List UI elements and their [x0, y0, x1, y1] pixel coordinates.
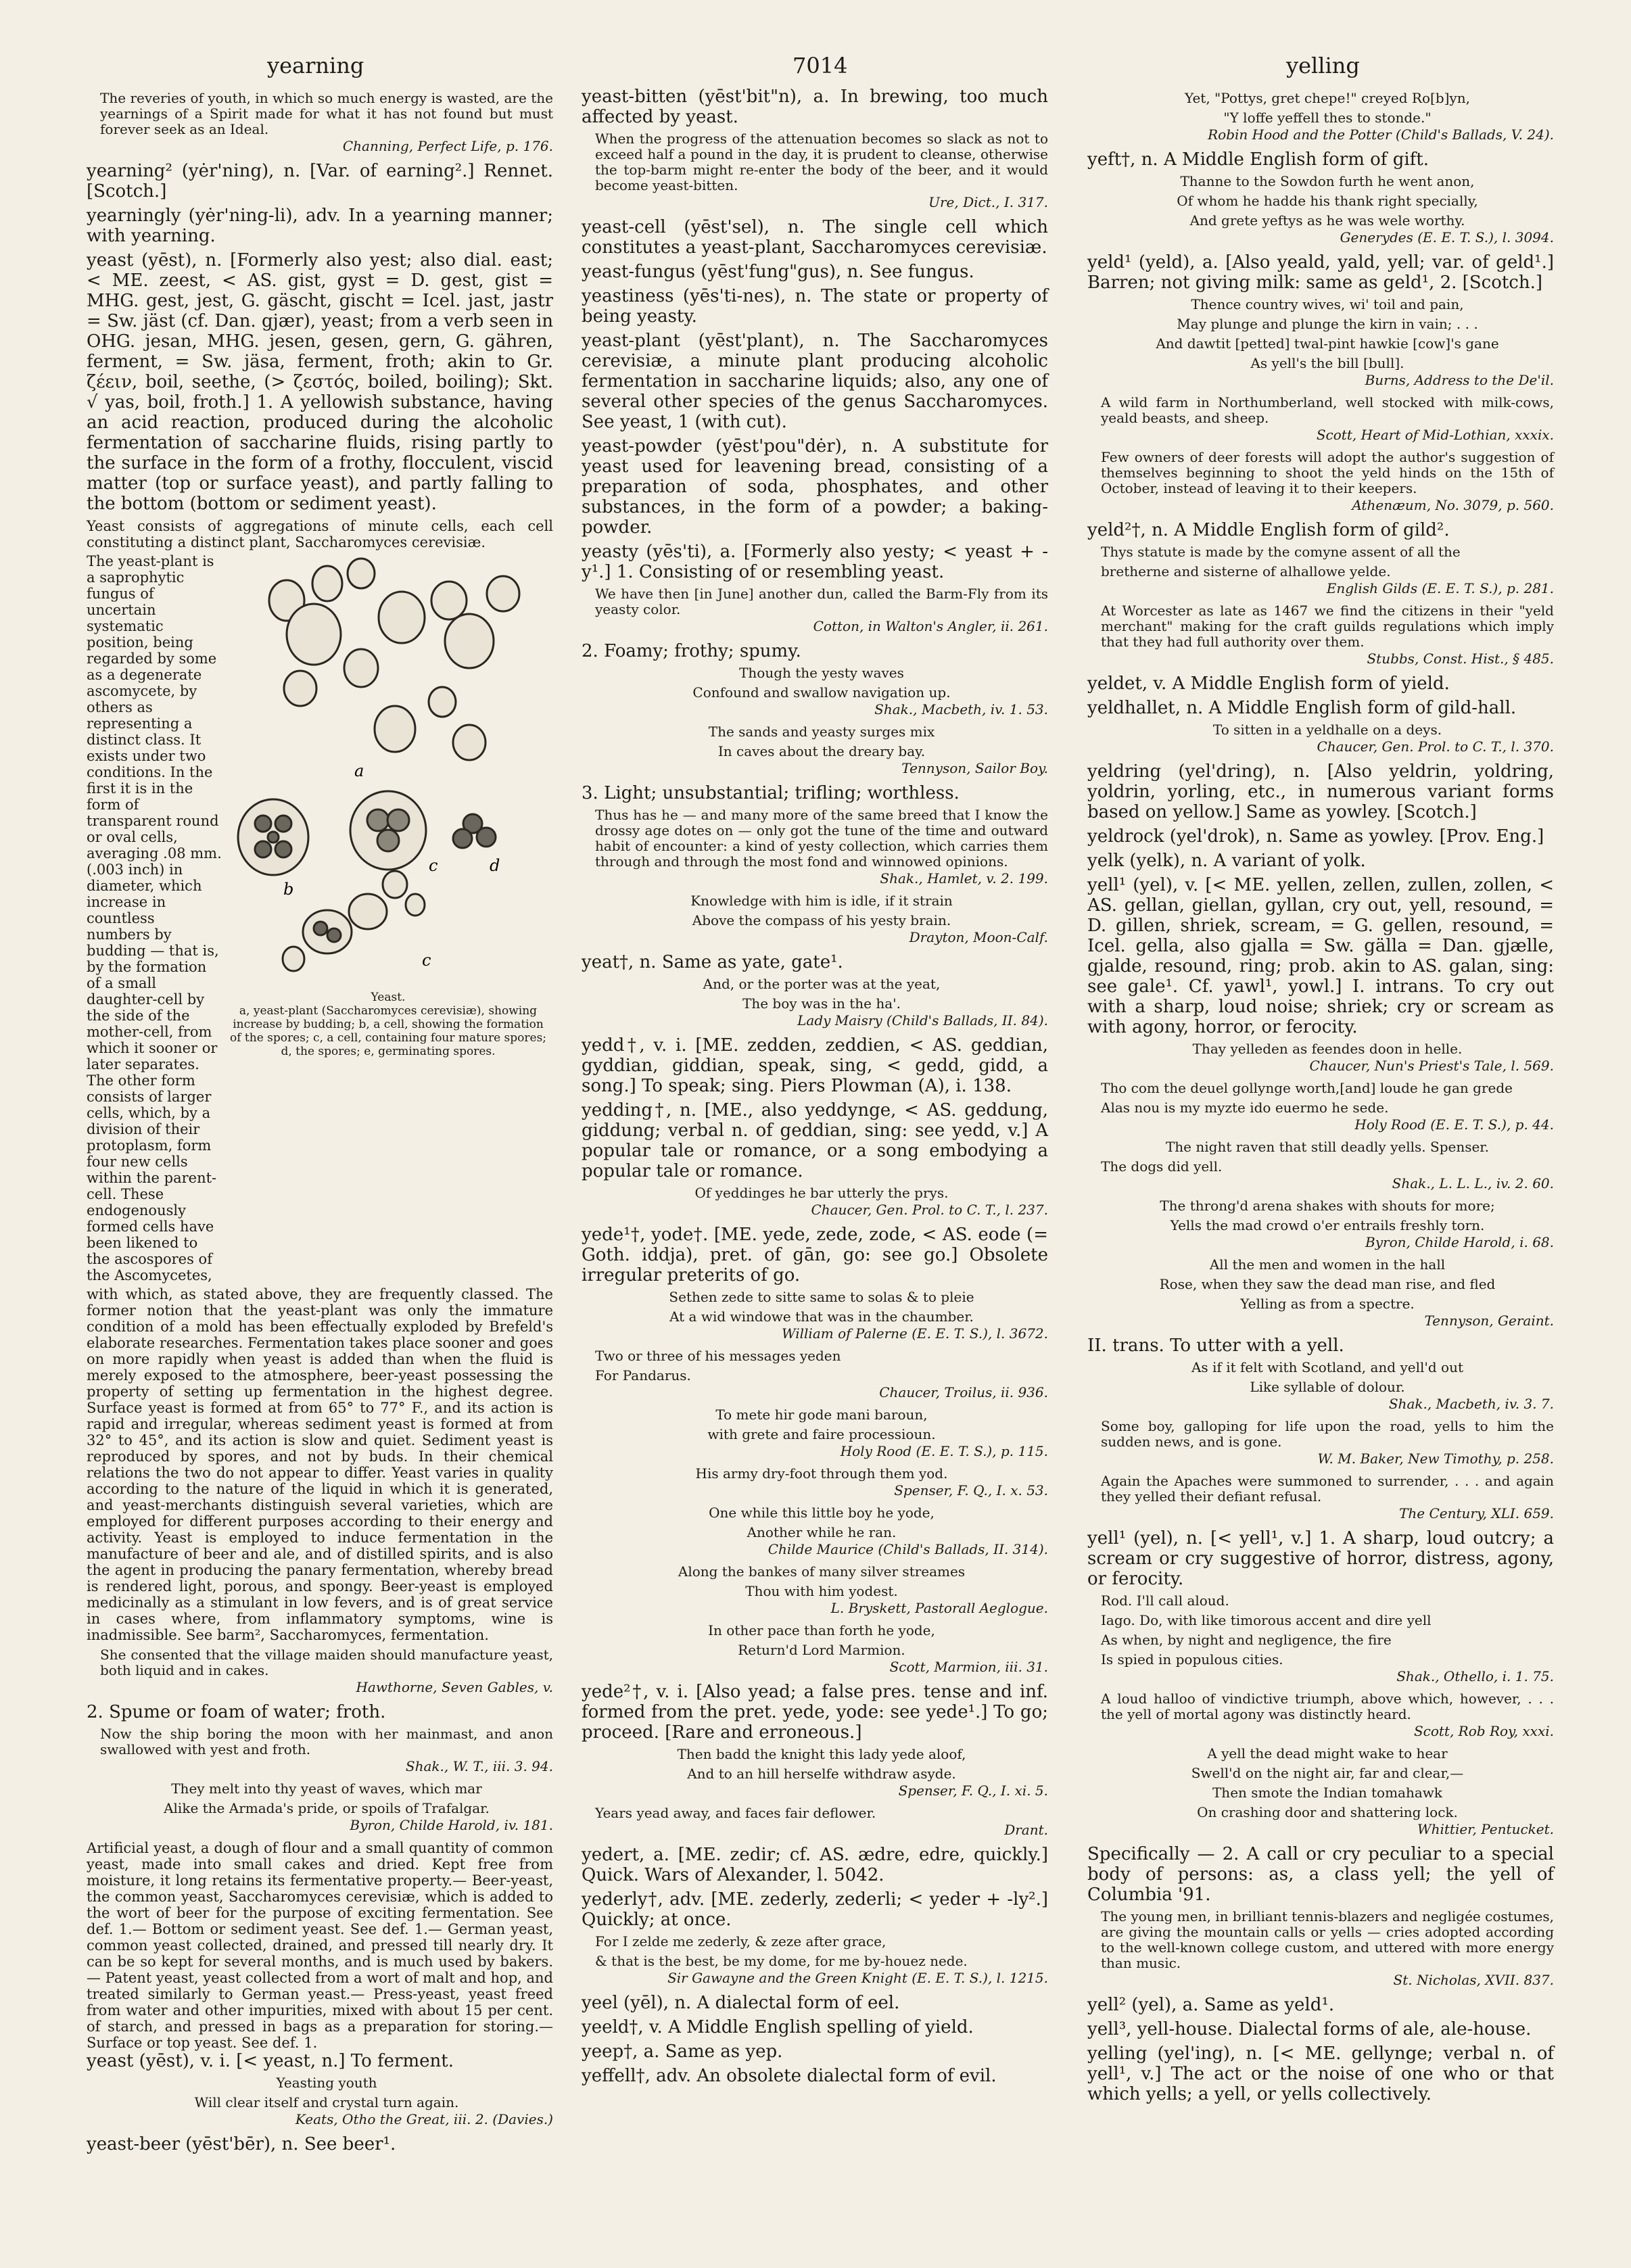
verse-line: Then badd the knight this lady yede aloof,: [677, 1746, 966, 1762]
entry-yeep: yeep†, a. Same as yep.: [582, 2041, 783, 2062]
citation: L. Bryskett, Pastorall Aeglogue.: [830, 1600, 1048, 1616]
column-3: [1087, 87, 1554, 2108]
yeast-description: with which, as stated above, they are frequently classed. The former notion that the yeast-plant was only the immature condition of a mold has been effectually exploded by Brefeld's elaborate researches. Fermentation takes place sooner and goes on more rapidly when yeast is added than when the fluid is merely exposed to the atmosphere, beer-yeast possessing the property of setting up fermentation in the highest degree. Surface yeast is formed at from 65° to 77° F., and its action is rapid and irregular, whereas sediment yeast is formed at from 32° to 45°, and its action is slow and quiet. Sediment yeast is reproduced by spores, and not by buds. In their chemical relations the two do not appear to differ. Yeast varies in quality according to the nature of the liquid in which it is generated, and yeast-merchants distinguish several varieties, which are employed for different purposes according to their energy and activity. Yeast is employed to induce fermentation in the manufacture of beer and ale, and of distilled spirits, and is also the agent in producing the panary fermentation, whereby bread is rendered light, porous, and spongy. Beer-yeast is employed medicinally as a stimulant in low fevers, and is of great service in cases where, from inflammatory symptoms, wine is inadmissible. See barm², Saccharomyces, fermentation.: [87, 1286, 553, 1643]
entry-yeft: yeft†, n. A Middle English form of gift.: [1087, 149, 1429, 170]
citation: Cotton, in Walton's Angler, ii. 261.: [813, 618, 1048, 634]
entry-yeast-powder: yeast-powder (yēst'pou"dėr), n. A substitute for yeast used for leavening bread, consisting of a preparation of soda, phosphates, and other substances, in the form of a powder; a baking-powder.: [582, 436, 1048, 538]
citation: Holy Rood (E. E. T. S.), p. 115.: [840, 1443, 1048, 1459]
verse-line: Rod. I'll call aloud.: [1101, 1592, 1229, 1609]
verse-line: Yells the mad crowd o'er entrails freshly torn.: [1170, 1217, 1485, 1233]
verse-line: And grete yeftys as he was wele worthy.: [1189, 212, 1465, 229]
citation: Chaucer, Gen. Prol. to C. T., l. 237.: [811, 1202, 1048, 1218]
citation: Chaucer, Troilus, ii. 936.: [879, 1384, 1048, 1400]
yeast-figure: [226, 553, 550, 1058]
citation: The Century, XLI. 659.: [1399, 1505, 1554, 1521]
entry-yeldrock: yeldrock (yel'drok), n. Same as yowley. [Prov. Eng.]: [1087, 826, 1544, 847]
entry-yeel: yeel (yēl), n. A dialectal form of eel.: [582, 1993, 900, 2013]
citation: Shak., Macbeth, iv. 3. 7.: [1388, 1396, 1554, 1412]
entry-yedding: yedding†, n. [ME., also yeddynge, < AS. geddung, giddung; verbal n. of geddian, sing: see yedd, v.] A popular tale or romance, or a song embodying a popular tale or romance.: [582, 1100, 1048, 1181]
sense-II: II. trans. To utter with a yell.: [1087, 1336, 1344, 1356]
verse-line: Like syllable of dolour.: [1250, 1379, 1405, 1395]
verse-line: All the men and women in the hall: [1209, 1256, 1446, 1273]
verse-line: To mete hir gode mani baroun,: [715, 1407, 928, 1423]
entry-yeld1: yeld¹ (yeld), a. [Also yeald, yald, yell; var. of geld¹.] Barren; not giving milk: same as geld¹, 2. [Scotch.]: [1087, 252, 1554, 293]
figure-label-c: c: [422, 951, 431, 970]
entry-yeder: yedert, a. [ME. zedir; cf. AS. ædre, edre, quickly.] Quick. Wars of Alexander, l. 5042.: [582, 1845, 1048, 1885]
quotation: Some boy, galloping for life upon the road, yells to him the sudden news, and is gone.: [1101, 1418, 1554, 1450]
entry-yedd: yedd†, v. i. [ME. zedden, zeddien, < AS. geddian, gyddian, giddian, speak, sing, < gedd, gidd, a song.] To speak; sing. Piers Plowman (A), i. 138.: [582, 1035, 1048, 1096]
entry-yell1-noun: yell¹ (yel), n. [< yell¹, v.] 1. A sharp, loud outcry; a scream or cry suggestive of horror, distress, agony, or ferocity.: [1087, 1528, 1554, 1589]
sense-2: Specifically — 2. A call or cry peculiar to a special body of persons: as, a class yell; the yell of Columbia '91.: [1087, 1844, 1554, 1905]
verse-line: As if it felt with Scotland, and yell'd out: [1191, 1359, 1464, 1375]
entry-yeld2: yeld²†, n. A Middle English form of gild².: [1087, 520, 1450, 540]
verse-line: Iago. Do, with like timorous accent and dire yell: [1101, 1612, 1432, 1628]
citation: Childe Maurice (Child's Ballads, II. 314).: [767, 1541, 1048, 1557]
verse-line: Yet, "Pottys, gret chepe!" creyed Ro[b]yn,: [1185, 90, 1470, 106]
entry-yeldhalle: yeldhallet, n. A Middle English form of gild-hall.: [1087, 698, 1517, 718]
verse-line: Of whom he hadde his thank right specially,: [1177, 193, 1478, 209]
citation: Shak., L. L. L., iv. 2. 60.: [1392, 1175, 1554, 1191]
quotation: Again the Apaches were summoned to surrender, . . . and again they yelled their defiant refusal.: [1101, 1473, 1554, 1505]
verse-line: bretherne and sisterne of alhallowe yelde.: [1101, 563, 1391, 580]
citation: Robin Hood and the Potter (Child's Ballads, V. 24).: [1208, 126, 1554, 143]
verse-line: A yell the dead might wake to hear: [1207, 1745, 1448, 1762]
citation: Holy Rood (E. E. T. S.), p. 44.: [1354, 1116, 1554, 1133]
column-1: [87, 87, 553, 2158]
entry-yeast: yeast (yēst), n. [Formerly also yest; also dial. east; < ME. zeest, < AS. gist, gyst = D. gest, gist = MHG. gest, jest, G. gäscht, gischt = Icel. jast, jastr = Sw. jäst (cf. Dan. gjær), yeast; from a verb seen in OHG. jesan, MHG. jesen, gesen, gern, G. gähren, ferment, = Sw. jäsa, ferment, froth; akin to Gr. ζέειν, boil, seethe, (> ζεστός, boiled, boiling); Skt. √ yas, boil, froth.] 1. A yellowish substance, having an acid reaction, produced during the alcoholic fermentation of saccharine fluids, rising partly to the surface in the form of a frothy, flocculent, viscid matter (top or surface yeast), and partly falling to the bottom (bottom or sediment yeast).: [87, 250, 553, 514]
verse-line: "Y loffe yeffell thes to stonde.": [1223, 110, 1432, 126]
quotation: Now the ship boring the moon with her mainmast, and anon swallowed with yest and froth.: [100, 1726, 553, 1757]
citation: Channing, Perfect Life, p. 176.: [342, 138, 553, 154]
entry-yell3: yell³, yell-house. Dialectal forms of ale, ale-house.: [1087, 2019, 1532, 2039]
entry-yede1: yede¹†, yode†. [ME. yede, zede, zode, < AS. eode (= Goth. iddja), pret. of gān, go: see go.] Obsolete irregular preterits of go.: [582, 1225, 1048, 1285]
citation: Hawthorne, Seven Gables, v.: [356, 1679, 553, 1695]
quotation: A wild farm in Northumberland, well stocked with milk-cows, yeald beasts, and sheep.: [1101, 394, 1554, 426]
verse-line: Sethen zede to sitte same to solas & to pleie: [669, 1289, 974, 1305]
yeast-figure-text: The yeast-plant is a saprophytic fungus of uncertain systematic position, being regarded by some as a degenerate ascomycete, by others as representing a distinct class. It exists under two conditions. In the first it is in the form of transparent round or oval cells, averaging .08 mm. (.003 inch) in diameter, which increase in countless numbers by budding — that is, by the formation of a small daughter-cell by the side of the mother-cell, from which it sooner or later separates. The other form consists of larger cells, which, by a division of their protoplasm, form four new cells within the parent-cell. These endogenously formed cells have been likened to the ascospores of the Ascomycetes,: [87, 553, 222, 1283]
verse-line: Thence country wives, wi' toil and pain,: [1191, 296, 1464, 312]
sense-3: 3. Light; unsubstantial; trifling; worthless.: [582, 783, 960, 803]
citation: Generydes (E. E. T. S.), l. 3094.: [1340, 229, 1554, 245]
verse-line: Yeasting youth: [276, 2075, 377, 2091]
verse-line: Confound and swallow navigation up.: [692, 684, 951, 701]
quotation: The reveries of youth, in which so much energy is wasted, are the yearnings of a Spirit made for what it has not found but must forever seek as an Ideal.: [100, 90, 553, 137]
quotation: At Worcester as late as 1467 we find the citizens in their "yeld merchant" making for the craft guilds regulations which imply that they had full authority over them.: [1101, 603, 1554, 650]
verse-line: As when, by night and negligence, the fire: [1101, 1632, 1392, 1648]
figure-label-a: a: [354, 761, 364, 780]
verse-line: They melt into thy yeast of waves, which mar: [171, 1780, 482, 1797]
verse-line: Alike the Armada's pride, or spoils of Trafalgar.: [164, 1800, 490, 1816]
citation: Chaucer, Nun's Priest's Tale, l. 569.: [1309, 1058, 1554, 1074]
figure-label-e: c: [429, 856, 438, 875]
entry-yearningly: yearningly (yėr'ning-li), adv. In a yearning manner; with yearning.: [87, 206, 553, 246]
quotation: Few owners of deer forests will adopt the author's suggestion of themselves beginning to shoot the yeld hinds on the 15th of October, instead of leaving it to their keepers.: [1101, 449, 1554, 496]
yeast-cells-illustration: [226, 553, 550, 986]
verse-line: The throng'd arena shakes with shouts for more;: [1160, 1198, 1495, 1214]
page-number: 7014: [793, 53, 848, 78]
verse-line: Yelling as from a spectre.: [1240, 1296, 1415, 1312]
verse-line: Will clear itself and crystal turn again.: [194, 2094, 459, 2110]
citation: Spenser, F. Q., I. xi. 5.: [898, 1782, 1048, 1799]
verse-line: Tho com the deuel gollynge worth,[and] loude he gan grede: [1101, 1080, 1513, 1096]
entry-yeastiness: yeastiness (yēs'ti-nes), n. The state or property of being yeasty.: [582, 286, 1048, 327]
yeast-compounds: Artificial yeast, a dough of flour and a small quantity of common yeast, made into small cakes and dried. Kept free from moisture, it long retains its fermentative property.— Beer-yeast, the common yeast, Saccharomyces cerevisiæ, which is added to the wort of beer for the purpose of exciting fermentation. See def. 1.— Bottom or sediment yeast. See def. 1.— German yeast, common yeast collected, drained, and pressed till nearly dry. It can be so kept for several months, and is much used by bakers.— Patent yeast, yeast collected from a wort of malt and hop, and treated similarly to German yeast.— Press-yeast, yeast freed from water and other impurities, mixed with about 15 per cent. of starch, and pressed in bags as a preparation for storing.— Surface or top yeast. See def. 1.: [87, 1840, 553, 2051]
entry-yeeld: yeeld†, v. A Middle English spelling of yield.: [582, 2017, 974, 2037]
citation: Stubbs, Const. Hist., § 485.: [1367, 651, 1554, 667]
citation: Ure, Dict., I. 317.: [928, 194, 1048, 210]
citation: English Gilds (E. E. T. S.), p. 281.: [1326, 580, 1554, 596]
verse-line: The night raven that still deadly yells. Spenser.: [1165, 1139, 1490, 1155]
quotation: We have then [in June] another dun, called the Barm-Fly from its yeasty color.: [595, 586, 1048, 617]
verse-line: Knowledge with him is idle, if it strain: [690, 893, 953, 909]
entry-yearning2: yearning² (yėr'ning), n. [Var. of earning².] Rennet. [Scotch.]: [87, 161, 553, 202]
citation: Tennyson, Geraint.: [1424, 1313, 1554, 1329]
verse-line: For Pandarus.: [595, 1367, 691, 1384]
verse-line: In caves about the dreary bay.: [717, 743, 926, 759]
citation: Lady Maisry (Child's Ballads, II. 84).: [797, 1012, 1048, 1029]
entry-yeasty: yeasty (yēs'ti), a. [Formerly also yesty; < yeast + -y¹.] 1. Consisting of or resembling yeast.: [582, 542, 1048, 582]
quotation: When the progress of the attenuation becomes so slack as not to exceed half a pound in the day, it is prudent to cleanse, otherwise the top-barm might re-enter the body of the beer, and it would become yeast-bitten.: [595, 131, 1048, 193]
verse-line: And, or the porter was at the yeat,: [703, 976, 941, 992]
running-head-left: yearning: [267, 53, 364, 78]
verse-line: Above the compass of his yesty brain.: [692, 912, 951, 928]
citation: Burns, Address to the De'il.: [1365, 372, 1554, 388]
entry-yeast-bitten: yeast-bitten (yēst'bit"n), a. In brewing, too much affected by yeast.: [582, 87, 1048, 127]
verse-line: Thys statute is made by the comyne assent of all the: [1101, 544, 1461, 560]
verse-line: In other pace than forth he yode,: [708, 1622, 935, 1638]
citation: Byron, Childe Harold, i. 68.: [1365, 1234, 1554, 1250]
entry-yelde: yeldet, v. A Middle English form of yield.: [1087, 674, 1450, 694]
entry-yeast-cell: yeast-cell (yēst'sel), n. The single cell which constitutes a yeast-plant, Saccharomyces cerevisiæ.: [582, 217, 1048, 258]
verse-line: Then smote the Indian tomahawk: [1212, 1785, 1443, 1801]
entry-yeast-plant: yeast-plant (yēst'plant), n. The Saccharomyces cerevisiæ, a minute plant producing alcoholic fermentation in saccharine liquids; also, any one of several other species of the genus Saccharomyces. See yeast, 1 (with cut).: [582, 331, 1048, 432]
verse-line: And dawtit [petted] twal-pint hawkie [cow]'s gane: [1156, 335, 1499, 352]
verse-line: & that is the best, be my dome, for me by-houez nede.: [595, 1953, 968, 1969]
verse-line: One while this little boy he yode,: [709, 1505, 935, 1521]
verse-line: Two or three of his messages yeden: [595, 1348, 841, 1364]
verse-line: On crashing door and shattering lock.: [1197, 1804, 1458, 1820]
verse-line: Swell'd on the night air, far and clear,—: [1191, 1765, 1464, 1781]
verse-line: At a wid windowe that was in the chaumber.: [669, 1308, 974, 1325]
verse-line: Thay yelleden as feendes doon in helle.: [1192, 1041, 1463, 1057]
verse-line: The dogs did yell.: [1101, 1158, 1223, 1175]
verse-line: Rose, when they saw the dead man rise, and fled: [1159, 1276, 1496, 1292]
entry-yelk: yelk (yelk), n. A variant of yolk.: [1087, 851, 1366, 871]
figure-label-b: b: [283, 880, 294, 899]
entry-yeat: yeat†, n. Same as yate, gate¹.: [582, 952, 843, 972]
yeast-note: Yeast consists of aggregations of minute cells, each cell constituting a distinct plant, Saccharomyces cerevisiæ.: [87, 518, 553, 550]
verse-line: The boy was in the ha'.: [742, 995, 901, 1012]
sense-2: 2. Spume or foam of water; froth.: [87, 1702, 386, 1722]
citation: Scott, Heart of Mid-Lothian, xxxix.: [1316, 427, 1554, 443]
citation: Athenæum, No. 3079, p. 560.: [1352, 497, 1554, 513]
citation: Scott, Rob Roy, xxxi.: [1413, 1723, 1554, 1739]
citation: Shak., W. T., iii. 3. 94.: [405, 1758, 553, 1774]
figure-caption: a, yeast-plant (Saccharomyces cerevisiæ), showing increase by budding; b, a cell, showing the formation of the spores; c, a cell, containing four mature spores; d, the spores; e, germinating spores.: [229, 1004, 547, 1058]
citation: St. Nicholas, XVII. 837.: [1393, 1972, 1554, 1988]
verse-line: Along the bankes of many silver streames: [678, 1563, 966, 1580]
quotation: She consented that the village maiden should manufacture yeast, both liquid and in cakes.: [100, 1647, 553, 1678]
verse-line: As yell's the bill [bull].: [1250, 355, 1404, 371]
entry-yede2: yede²†, v. i. [Also yead; a false pres. tense and inf. formed from the pret. yede, yode: see yede¹.] To go; proceed. [Rare and erroneous.]: [582, 1682, 1048, 1743]
citation: Chaucer, Gen. Prol. to C. T., l. 370.: [1317, 738, 1554, 755]
verse-line: The sands and yeasty surges mix: [708, 724, 935, 740]
entry-yelling: yelling (yel'ing), n. [< ME. gellynge; verbal n. of yell¹, v.] The act or the noise of one who or that which yells; a yell, or yells collectively.: [1087, 2043, 1554, 2104]
citation: Shak., Hamlet, v. 2. 199.: [880, 870, 1048, 887]
citation: Shak., Othello, i. 1. 75.: [1396, 1668, 1554, 1684]
entry-yeldring: yeldring (yel'dring), n. [Also yeldrin, yoldring, yoldrin, yorling, etc., in numerous variant forms based on yellow.] Same as yowley. [Scotch.]: [1087, 761, 1554, 822]
citation: Scott, Marmion, iii. 31.: [889, 1659, 1048, 1675]
figure-title: Yeast.: [371, 991, 406, 1004]
entry-yeast-beer: yeast-beer (yēst'bēr), n. See beer¹.: [87, 2134, 396, 2154]
entry-yeast-verb: yeast (yēst), v. i. [< yeast, n.] To ferment.: [87, 2051, 454, 2071]
citation: Sir Gawayne and the Green Knight (E. E. T. S.), l. 1215.: [667, 1970, 1048, 1986]
entry-yell2: yell² (yel), a. Same as yeld¹.: [1087, 1995, 1335, 2015]
verse-line: To sitten in a yeldhalle on a deys.: [1212, 722, 1442, 738]
verse-line: Another while he ran.: [747, 1524, 897, 1540]
verse-line: Though the yesty waves: [739, 665, 904, 681]
verse-line: Return'd Lord Marmion.: [738, 1642, 905, 1658]
citation: W. M. Baker, New Timothy, p. 258.: [1317, 1450, 1554, 1467]
citation: Drayton, Moon-Calf.: [909, 929, 1048, 945]
citation: William of Palerne (E. E. T. S.), l. 3672.: [782, 1325, 1048, 1342]
citation: Keats, Otho the Great, iii. 2. (Davies.): [295, 2111, 553, 2127]
figure-label-d: d: [490, 856, 500, 875]
quotation: Thus has he — and many more of the same breed that I know the drossy age dotes on — only got the tune of the time and outward habit of encounter: a kind of yesty collection, which carries them through and through the most fond and winnowed opinions.: [595, 807, 1048, 870]
verse-line: Of yeddinges he bar utterly the prys.: [694, 1185, 949, 1201]
verse-line: And to an hill herselfe withdraw asyde.: [687, 1766, 956, 1782]
citation: Spenser, F. Q., I. x. 53.: [894, 1482, 1048, 1498]
verse-line: with grete and faire processioun.: [707, 1426, 936, 1442]
verse-line: May plunge and plunge the kirn in vain; . . .: [1177, 316, 1478, 332]
verse-line: Years yead away, and faces fair deflower.: [595, 1805, 876, 1821]
running-head-right: yelling: [1286, 53, 1360, 78]
entry-yell1-verb: yell¹ (yel), v. [< ME. yellen, zellen, zullen, zollen, < AS. gellan, giellan, gyllan, cry out, yell, resound, = D. gillen, shriek, scream, = G. gellen, resound, = Icel. gella, also gjalla = Sw. gälla = Dan. gjælle, gjalde, resound, ring; prob. akin to AS. galan, sing: see gale¹. Cf. yawl¹, yowl.] I. intrans. To cry out with a sharp, loud noise; shriek; cry or scream as with agony, horror, or ferocity.: [1087, 875, 1554, 1037]
verse-line: Thanne to the Sowdon furth he went anon,: [1180, 173, 1475, 189]
entry-yederly: yederly†, adv. [ME. zederly, zederli; < yeder + -ly².] Quickly; at once.: [582, 1889, 1048, 1930]
sense-2: 2. Foamy; frothy; spumy.: [582, 641, 801, 661]
yeast-figure-block: [87, 553, 553, 1283]
citation: Whittier, Pentucket.: [1417, 1821, 1554, 1837]
verse-line: For I zelde me zederly, & zeze after grace,: [595, 1933, 887, 1950]
quotation: The young men, in brilliant tennis-blazers and negligée costumes, are giving the mountain calls or yells — cries adopted according to the well-known college custom, and uttered with more energy than music.: [1101, 1908, 1554, 1971]
citation: Drant.: [1004, 1822, 1048, 1838]
column-2: [582, 87, 1048, 2090]
verse-line: Thou with him yodest.: [745, 1583, 898, 1599]
verse-line: Alas nou is my myzte ido euermo he sede.: [1101, 1100, 1389, 1116]
citation: Shak., Macbeth, iv. 1. 53.: [874, 701, 1048, 717]
entry-yeffell: yeffell†, adv. An obsolete dialectal form of evil.: [582, 2066, 997, 2086]
citation: Byron, Childe Harold, iv. 181.: [350, 1817, 553, 1833]
quotation: A loud halloo of vindictive triumph, above which, however, . . . the yell of mortal agony was distinctly heard.: [1101, 1691, 1554, 1722]
verse-line: Is spied in populous cities.: [1101, 1651, 1283, 1668]
verse-line: His army dry-foot through them yod.: [695, 1465, 948, 1482]
citation: Tennyson, Sailor Boy.: [901, 760, 1048, 776]
entry-yeast-fungus: yeast-fungus (yēst'fung"gus), n. See fungus.: [582, 262, 974, 282]
